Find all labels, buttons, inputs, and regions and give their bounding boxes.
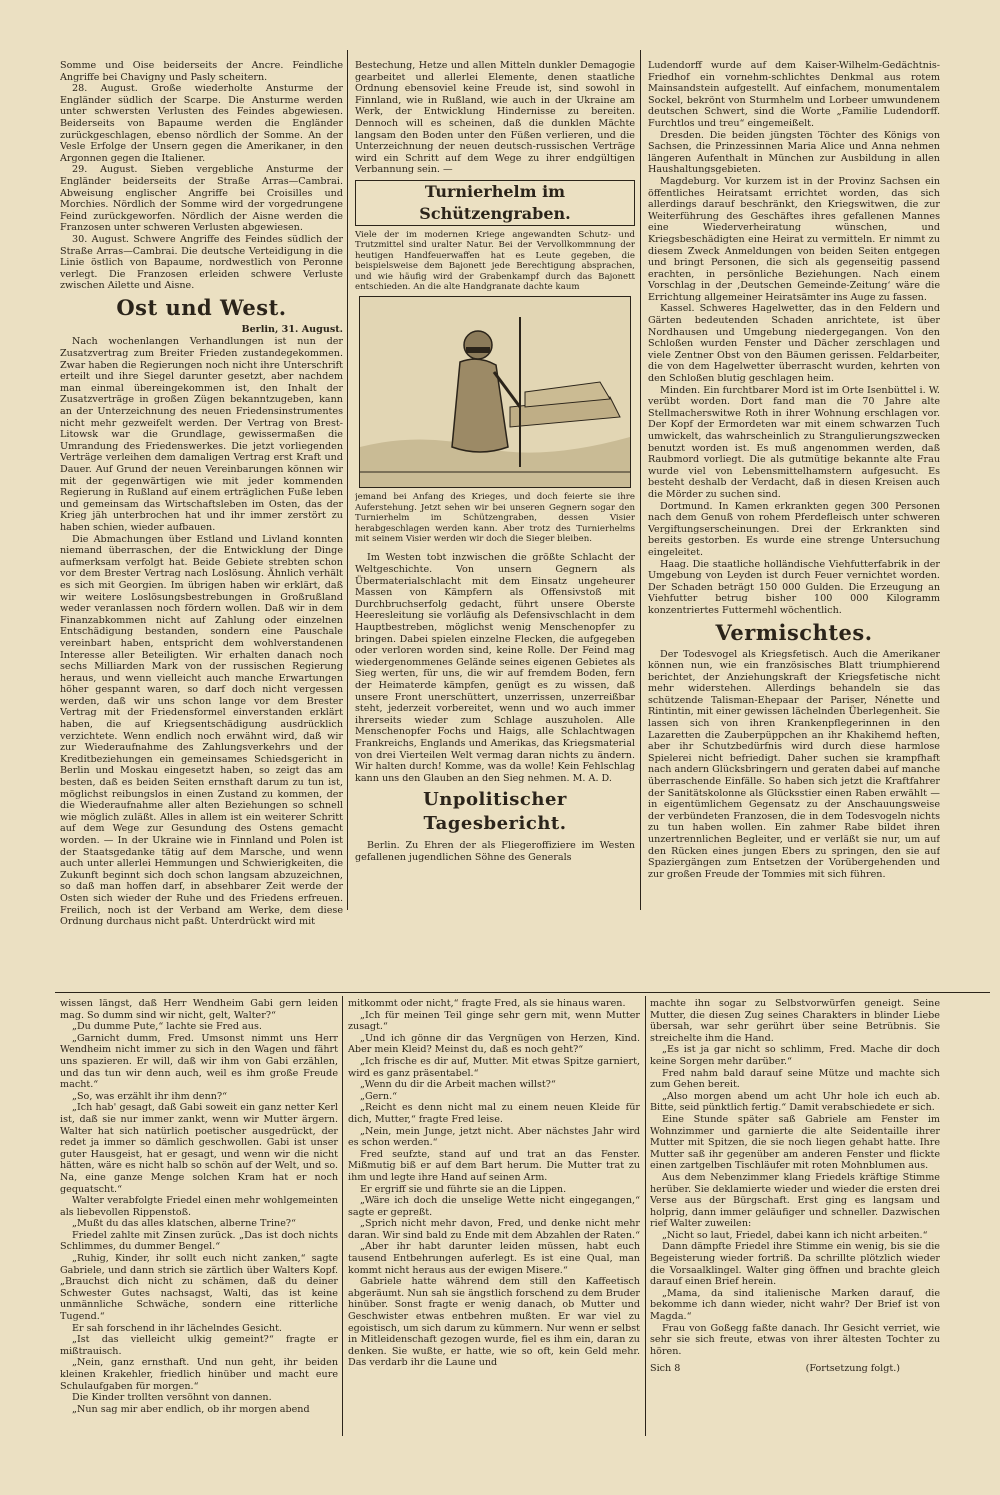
- story-paragraph: „Aber ihr habt darunter leiden müssen, habt euch tausend Entbehrungen auferlegt. Es ist eine Qual, man kommt nicht heraus aus der ewigen Misere.“: [348, 1241, 640, 1276]
- story-column-2: [348, 998, 640, 1438]
- story-paragraph: „Mama, da sind italienische Marken darauf, die bekomme ich dann wieder, nicht wahr? Der Brief ist von Magda.“: [650, 1287, 940, 1323]
- article-paragraph: Bestechung, Hetze und allen Mitteln dunkler Demagogie gearbeitet und allerlei Elemente, denen staatliche Ordnung ebensoviel keine Freude ist, sind sowohl in Finnland, wie in Rußland, wie auch in der Ukraine am Werk, der Entwicklung Hindernisse zu bereiten. Dennoch will es scheinen, daß die dunklen Mächte langsam den Boden unter den Füßen verlieren, und die Unterzeichnung der neuen deutsch-russischen Verträge wird ein Schritt auf dem Wege zu ihrer endgültigen Verbannung sein. —: [355, 60, 635, 176]
- box-text: Viele der im modernen Kriege angewandten Schutz- und Trutzmittel sind uralter Natur. Bei der Vervollkommnung der heutigen Handfeuerwaffen hat es Leute gegeben, die beispielsweise dem Bajonett jede Berechtigung absprachen, und wie häufig wird der Grabenkampf durch das Bajonett entschieden. An die alte Handgranate dachte kaum: [355, 229, 635, 292]
- story-paragraph: Dann dämpfte Friedel ihre Stimme ein wenig, bis sie die Begeisterung wieder fortriß. Da schrillte plötzlich wieder die Vorsaalklingel. Walter ging öffnen und brachte gleich darauf einen Brief herein.: [650, 1241, 940, 1288]
- story-paragraph: „Ich hab' gesagt, daß Gabi soweit ein ganz netter Kerl ist, daß sie nur immer zankt, wenn wir Mutter ärgern. Walter hat sich natürlich poetischer ausgedrückt, der redet ja immer so dämlich geschwollen. Gabi ist unser guter Hausgeist, hat er gesagt, und wenn wir die nicht hätten, wäre es nicht halb so schön auf der Welt, und so. Na, eine ganze Menge solchen Kram hat er noch gequatscht.“: [60, 1102, 338, 1195]
- article-paragraph: Im Westen tobt inzwischen die größte Schlacht der Weltgeschichte. Von unsern Gegnern als Übermaterialschlacht mit dem Einsatz ungeheurer Massen von Kämpfern als Offensivstoß mit Durchbruchserfolg gedacht, führt unsere Oberste Heeresleitung sie vorläufig als Defensivschlacht in dem Hauptbestreben, möglichst wenig Menschenopfer zu bringen. Dabei spielen einzelne Flecken, die aufgegeben oder verloren worden sind, keine Rolle. Der Feind mag wiedergenommenes Gelände seines eigenen Gebietes als Sieg werten, für uns, die wir auf fremdem Boden, fern der Heimaterde kämpfen, genügt es zu wissen, daß unsere Front unerschüttert, unzerrissen, unzerreißbar steht, jederzeit vorbereitet, wenn und wo auch immer ihrerseits wieder zum Schlage auszuholen. Alle Menschenopfer Fochs und Haigs, alle Schlachtwagen Frankreichs, Englands und Amerikas, das Kriegsmaterial von drei Vierteilen Welt vermag daran nichts zu ändern. Wir halten durch! Komme, was da wolle! Kein Fehlschlag kann uns den Glauben an den Sieg nehmen. M. A. D.: [355, 552, 635, 784]
- story-paragraph: Fred nahm bald darauf seine Mütze und machte sich zum Gehen bereit.: [650, 1067, 940, 1091]
- story-paragraph: Friedel zahlte mit Zinsen zurück. „Das ist doch nichts Schlimmes, du dummer Bengel.“: [60, 1229, 338, 1253]
- story-column-3: [650, 998, 940, 1438]
- column-1: [60, 60, 343, 990]
- story-paragraph: „Wäre ich doch die unselige Wette nicht eingegangen,“ sagte er gepreßt.: [348, 1195, 640, 1218]
- story-paragraph: „Sprich nicht mehr davon, Fred, und denke nicht mehr daran. Wir sind bald zu Ende mit dem Abzahlen der Raten.“: [348, 1218, 640, 1241]
- news-item: Minden. Ein furchtbarer Mord ist im Orte Isenbüttel i. W. verübt worden. Dort fand man die 70 Jahre alte Stellmacherswitwe Roth in ihrer Wohnung erschlagen vor. Der Kopf der Ermordeten war mit einem schwarzen Tuch umwickelt, das wahrscheinlich zu Strangulierungszwecken benutzt worden ist. Es muß angenommen werden, daß Raubmord vorliegt. Die als gutmütige bekannte alte Frau wurde viel von Lebensmittelhamstern aufgesucht. Es besteht deshalb der Verdacht, daß in diesen Kreisen auch die Mörder zu suchen sind.: [648, 384, 940, 500]
- story-paragraph: „Gern.“: [360, 1090, 398, 1102]
- story-paragraph: mitkommt oder nicht,“ fragte Fred, als sie hinaus waren.: [348, 998, 626, 1009]
- article-paragraph: Nach wochenlangen Verhandlungen ist nun der Zusatzvertrag zum Breiter Frieden zustandegekommen. Zwar haben die Regierungen noch nicht ihre Unterschrift erteilt und ihre Siegel darunter gesetzt, aber nachdem man einmal übereingekommen ist, den Inhalt der Zusatzverträge in großen Zügen bekanntzugeben, kann an der Unterzeichnung des neuen Friedensinstrumentes nicht mehr gezweifelt werden. Der Vertrag von Brest-Litowsk war die Grundlage, gewissermaßen die Umrandung des Friedenswerkes. Die jetzt vorliegenden Verträge verleihen dem damaligen Vertrag erst Kraft und Dauer. Auf Grund der neuen Vereinbarungen können wir mit der gegenwärtigen wie mit jeder kommenden Regierung in Rußland auf einem erträglichen Fuße leben und gemeinsam das Wirtschaftsleben im Osten, das der Krieg jäh unterbrochen hat und ihr immer zerstört zu haben schien, wieder aufbauen.: [60, 336, 343, 533]
- news-item: Haag. Die staatliche holländische Viehfutterfabrik in der Umgebung von Leyden ist durch Feuer vernichtet worden. Der Schaden beträgt 150 000 Gulden. Die Erzeugung an Viehfutter betrug bisher 100 000 Kilogramm konzentriertes Futtermehl wöchentlich.: [648, 558, 940, 616]
- story-paragraph: „Es ist ja gar nicht so schlimm, Fred. Mache dir doch keine Sorgen mehr darüber.“: [650, 1044, 940, 1067]
- story-paragraph: machte ihn sogar zu Selbstvorwürfen geneigt. Seine Mutter, die diesen Zug seines Charakters in blinder Liebe übersah, war sehr gerührt über seine Betrübnis. Sie streichelte ihm die Hand.: [650, 998, 940, 1044]
- column-rule: [640, 50, 641, 910]
- story-paragraph: „Nicht so laut, Friedel, dabei kann ich nicht arbeiten.“: [662, 1229, 928, 1241]
- story-paragraph: „Ruhig, Kinder, ihr sollt euch nicht zanken,“ sagte Gabriele, und dann strich sie zärtlich über Walters Kopf. „Brauchst dich nicht zu schämen, daß du deiner Schwester Gutes nachsagst, Walti, das ist keine unmännliche Schwäche, sondern eine ritterliche Tugend.“: [60, 1253, 338, 1323]
- story-paragraph: „Du dumme Pute,“ lachte sie Fred aus.: [72, 1021, 262, 1033]
- story-paragraph: Er ergriff sie und führte sie an die Lippen.: [360, 1183, 567, 1195]
- column-rule: [347, 50, 348, 910]
- story-paragraph: Walter verabfolgte Friedel einen mehr wohlgemeinten als liebevollen Rippenstoß.: [60, 1195, 338, 1218]
- article-paragraph: Die Abmachungen über Estland und Livland konnten niemand überraschen, der die Entwicklung der Dinge aufmerksam verfolgt hat. Beide Gebiete strebten schon vor dem Brester Vertrag nach Loslösung. Ähnlich verhält es sich mit Georgien. Im übrigen haben wir erklärt, daß wir weitere Loslösungsbestrebungen in Großrußland weder veranlassen noch fördern wollen. Daß wir in dem Finanzabkommen nicht auf Zahlung oder einzelnen Entschädigung bestanden, sondern eine Pauschale vereinbart haben, entspricht dem wohlverstandenen Interesse aller Beteiligten. Wir erhalten danach noch sechs Milliarden Mark von der russischen Regierung heraus, und wenn vielleicht auch manche Erwartungen höher gespannt waren, so darf doch nicht vergessen werden, daß wir uns schon lange vor dem Brester Vertrag mit der Friedensformel einverstanden erklärt haben, die auf Kriegsentschädigung ausdrücklich verzichtete. Wenn endlich noch erwähnt wird, daß wir zur Wiederaufnahme des Zahlungsverkehrs und der Kreditbeziehungen ein gemeinsames Schiedsgericht in Berlin und Moskau eingesetzt haben, so zeigt das am besten, daß es beiden Seiten ernsthaft darum zu tun ist, möglichst reibungslos in einen Zustand zu kommen, der die Wiederaufnahme aller alten Beziehungen so schnell wie möglich zuläßt. Alles in allem ist ein weiterer Schritt auf dem Wege zur Gesundung des Ostens gemacht worden. — In der Ukraine wie in Finnland und Polen ist der Staatsgedanke tätig auf dem Marsche, und wenn auch unter allerlei Hemmungen und Schwierigkeiten, die Zukunft beginnt sich doch schon langsam abzuzeichnen, so daß man hoffen darf, in absehbarer Zeit werde der Osten sich wieder der Ruhe und des Friedens erfreuen. Freilich, noch ist der Verband am Werke, dem diese Ordnung durchaus nicht paßt. Unterdrückt wird mit: [60, 533, 343, 928]
- story-paragraph: „Nun sag mir aber endlich, ob ihr morgen abend: [72, 1403, 310, 1415]
- news-item: Kassel. Schweres Hagelwetter, das in den Feldern und Gärten bedeutenden Schaden anrichtete, ist über Nordhausen und Umgebung niedergegangen. Von den Schloßen wurden Fenster und Dächer zerschlagen und viele Zentner Obst von den Bäumen gerissen. Feldarbeiter, die von dem Hagelwetter überrascht wurden, kehrten von den Schloßen blutig geschlagen heim.: [648, 303, 940, 385]
- story-paragraph: Aus dem Nebenzimmer klang Friedels kräftige Stimme herüber. Sie deklamierte wieder und wieder die ersten drei Verse aus der Bürgschaft. Erst ging es langsam und holprig, dann immer geläufiger und schneller. Dazwischen rief Walter zuweilen:: [650, 1171, 940, 1230]
- news-item: Magdeburg. Vor kurzem ist in der Provinz Sachsen ein öffentliches Heiratsamt errichtet worden, das sich allerdings darauf beschränkt, den Kriegswitwen, die zur Weiterführung des Geschäftes ihres gefallenen Mannes eine Wiederverheiratung wünschen, und Kriegsbeschädigten eine Heirat zu vermitteln. Er nimmt zu diesem Zweck Anmeldungen von beiden Seiten entgegen und bringt Personen, die sich als gegenseitig passend erachten, in persönliche Beziehungen. Nach einem Vorschlag in der ‚Deutschen Gemeinde-Zeitung‘ wäre die Errichtung allgemeiner Heiratsämter ins Auge zu fassen.: [648, 175, 940, 303]
- article-heading-ost-west: Ost und West.: [116, 294, 287, 320]
- feuilleton-rule: [55, 992, 990, 993]
- section-heading-vermischtes: Vermischtes.: [715, 619, 873, 645]
- news-item: Der Todesvogel als Kriegsfetisch. Auch die Amerikaner können nun, wie ein französisches Blatt triumphierend berichtet, der Anziehungskraft der Kriegsfetische nicht mehr widerstehen. Allerdings behandeln sie das schützende Talisman-Ehepaar der Pariser, Nénette und Rintintin, mit einer gewissen lächelnden Überlegenheit. Sie lassen sich von ihren Krankenpflegerinnen in den Lazaretten die Zauberpüppchen an ihr Khakihemd heften, aber ihr Schutzbedürfnis wird durch diese harmlose Spielerei nicht befriedigt. Daher suchen sie krampfhaft nach andern Glücksbringern und geraten dabei auf manche überraschende Einfälle. So haben sich jetzt die Kraftfahrer der Sanitätskolonne als Glücksstier einen Raben erwählt — in eigentümlichem Gegensatz zu der Anschauungsweise der verbündeten Franzosen, die in dem Todesvogeln nichts zu tun haben wollen. Ein zahmer Rabe bildet ihren unzertrennlichen Begleiter, und er verläßt sie nur, um auf den Rücken eines jungen Ebers zu springen, den sie auf Spaziergängen zum Entsetzen der Vorübergehenden und zur großen Freude der Tommies mit sich führen.: [648, 648, 940, 880]
- story-paragraph: Die Kinder trollten versöhnt von dannen.: [72, 1392, 272, 1404]
- news-item: Dresden. Die beiden jüngsten Töchter des Königs von Sachsen, die Prinzessinnen Maria Alice und Anna nehmen längeren Aufenthalt in München zur Ausbildung in allen Haushaltungsgebieten.: [648, 129, 940, 176]
- war-report: 28. August. Große wiederholte Ansturme der Engländer südlich der Scarpe. Die Ansturme werden unter schwersten Verlusten des Feindes abgewiesen. Beiderseits von Bapaume werden die Engländer zurückgeschlagen, ebenso nördlich der Somme. An der Vesle Erfolge der Unsern gegen die Amerikaner, in den Argonnen gegen die Italiener.: [60, 83, 343, 164]
- box-text: jemand bei Anfang des Krieges, und doch feierte sie ihre Auferstehung. Jetzt sehen wir bei unseren Gegnern sogar den Turnierhelm im Schützengraben, dessen Visier herabgeschlagen werden kann. Aber trotz des Turnierhelms mit seinem Visier werden wir doch die Sieger bleiben.: [355, 492, 635, 544]
- illustration-svg: [360, 297, 630, 487]
- continued-note: (Fortsetzung folgt.): [805, 1363, 900, 1375]
- dateline: Berlin, 31. August.: [241, 323, 343, 335]
- section-heading-tagesbericht: Unpolitischer Tagesbericht.: [423, 789, 567, 835]
- war-report: 30. August. Schwere Angriffe des Feindes südlich der Straße Arras—Cambrai. Die deutsche Verteidigung in die Linie östlich von Bapaume, nordwestlich von Peronne verlegt. Die Franzosen erleiden schwere Verluste zwischen Ailette und Aisne.: [60, 233, 343, 292]
- story-paragraph: „Und ich gönne dir das Vergnügen von Herzen, Kind. Aber mein Kleid? Meinst du, daß es noch geht?“: [348, 1032, 640, 1056]
- story-paragraph: Fred seufzte, stand auf und trat an das Fenster. Mißmutig biß er auf dem Bart herum. Die Mutter trat zu ihm und legte ihre Hand auf seinen Arm.: [348, 1148, 640, 1183]
- story-paragraph: Frau von Goßegg faßte danach. Ihr Gesicht verriet, wie sehr sie sich freute, etwas von ihrer ältesten Tochter zu hören.: [650, 1322, 940, 1357]
- story-paragraph: Eine Stunde später saß Gabriele am Fenster im Wohnzimmer und garnierte die alte Seidentaille ihrer Mutter mit Spitzen, die sie noch liegen gehabt hatte. Ihre Mutter saß ihr gegenüber am anderen Fenster und flickte einen zartgelben Tischläufer mit roten Mohnblumen aus.: [650, 1113, 940, 1172]
- story-paragraph: „Wenn du dir die Arbeit machen willst?“: [360, 1079, 556, 1091]
- news-item: Ludendorff wurde auf dem Kaiser-Wilhelm-Gedächtnis-Friedhof ein vornehm-schlichtes Denkmal aus rotem Mainsandstein aufgestellt. Auf einfachem, monumentalem Sockel, bekrönt von Sturmhelm und Lorbeer umwundenem deutschen Schwert, sind die Worte „Familie Ludendorff. Furchtlos und treu“ eingemeißelt.: [648, 60, 940, 129]
- column-3: [648, 60, 940, 990]
- signature-mark: Sich 8: [650, 1363, 681, 1375]
- column-rule: [645, 996, 646, 1436]
- story-paragraph: „Garnicht dumm, Fred. Umsonst nimmt uns Herr Wendheim nicht immer zu sich in den Wagen und fährt uns spazieren. Er will, daß wir ihm von Gabi erzählen, und das tun wir denn auch, weil es ihm große Freude macht.“: [60, 1032, 338, 1091]
- story-paragraph: „Also morgen abend um acht Uhr hole ich euch ab. Bitte, seid pünktlich fertig.“ Damit verabschiedete er sich.: [650, 1090, 940, 1114]
- story-paragraph: Gabriele hatte während dem still den Kaffeetisch abgeräumt. Nun sah sie ängstlich forschend zu dem Bruder hinüber. Sonst fragte er wenig danach, ob Mutter und Geschwister etwas entbehren mußten. Er war viel zu egoistisch, um sich darum zu kümmern. Nur wenn er selbst in Mitleidenschaft gezogen wurde, fiel es ihm ein, daran zu denken. Sie wußte, er hatte, wie so oft, kein Geld mehr. Das verdarb ihr die Laune und: [348, 1276, 640, 1369]
- story-paragraph: „So, was erzählt ihr ihm denn?“: [72, 1090, 228, 1102]
- story-column-1: [60, 998, 338, 1438]
- war-report: Somme und Oise beiderseits der Ancre. Feindliche Angriffe bei Chavigny und Pasly scheitern.: [60, 60, 343, 83]
- article-paragraph: Berlin. Zu Ehren der als Fliegeroffiziere im Westen gefallenen jugendlichen Söhne des Generals: [355, 840, 635, 863]
- story-paragraph: „Reicht es denn nicht mal zu einem neuen Kleide für dich, Mutter,“ fragte Fred leise.: [348, 1102, 640, 1125]
- box-heading-turnierhelm: Turnierhelm im Schützengraben.: [355, 180, 635, 226]
- war-report: 29. August. Sieben vergebliche Ansturme der Engländer beiderseits der Straße Arras—Cambrai. Abweisung englischer Angriffe bei Croisilles und Morchies. Nördlich der Somme wird der vorgedrungene Feind zurückgeworfen. Nördlich der Aisne werden die Franzosen unter schweren Verlusten abgewiesen.: [60, 164, 343, 234]
- column-rule: [342, 996, 343, 1436]
- story-paragraph: wissen längst, daß Herr Wendheim Gabi gern leiden mag. So dumm sind wir nicht, gelt, Walter?“: [60, 998, 338, 1021]
- story-paragraph: „Ich für meinen Teil ginge sehr gern mit, wenn Mutter zusagt.“: [348, 1009, 640, 1033]
- news-item: Dortmund. In Kamen erkrankten gegen 300 Personen nach dem Genuß von rohem Pferdefleisch unter schweren Vergiftungserscheinungen. Drei der Erkrankten sind bereits gestorben. Es wurde eine strenge Untersuchung eingeleitet.: [648, 500, 940, 558]
- story-paragraph: „Mußt du das alles klatschen, alberne Trine?“: [72, 1218, 296, 1230]
- column-2: [355, 60, 635, 990]
- soldier-helmet-illustration: [359, 296, 631, 488]
- story-paragraph: „Nein, mein Junge, jetzt nicht. Aber nächstes Jahr wird es schon werden.“: [348, 1125, 640, 1149]
- story-paragraph: „Nein, ganz ernsthaft. Und nun geht, ihr beiden kleinen Krakehler, friedlich hinüber und macht eure Schulaufgaben für morgen.“: [60, 1357, 338, 1392]
- story-paragraph: „Ist das vielleicht ulkig gemeint?“ fragte er mißtrauisch.: [60, 1334, 338, 1357]
- story-paragraph: „Ich frische es dir auf, Mutter. Mit etwas Spitze garniert, wird es ganz präsentabel.“: [348, 1055, 640, 1079]
- story-paragraph: Er sah forschend in ihr lächelndes Gesicht.: [72, 1322, 282, 1334]
